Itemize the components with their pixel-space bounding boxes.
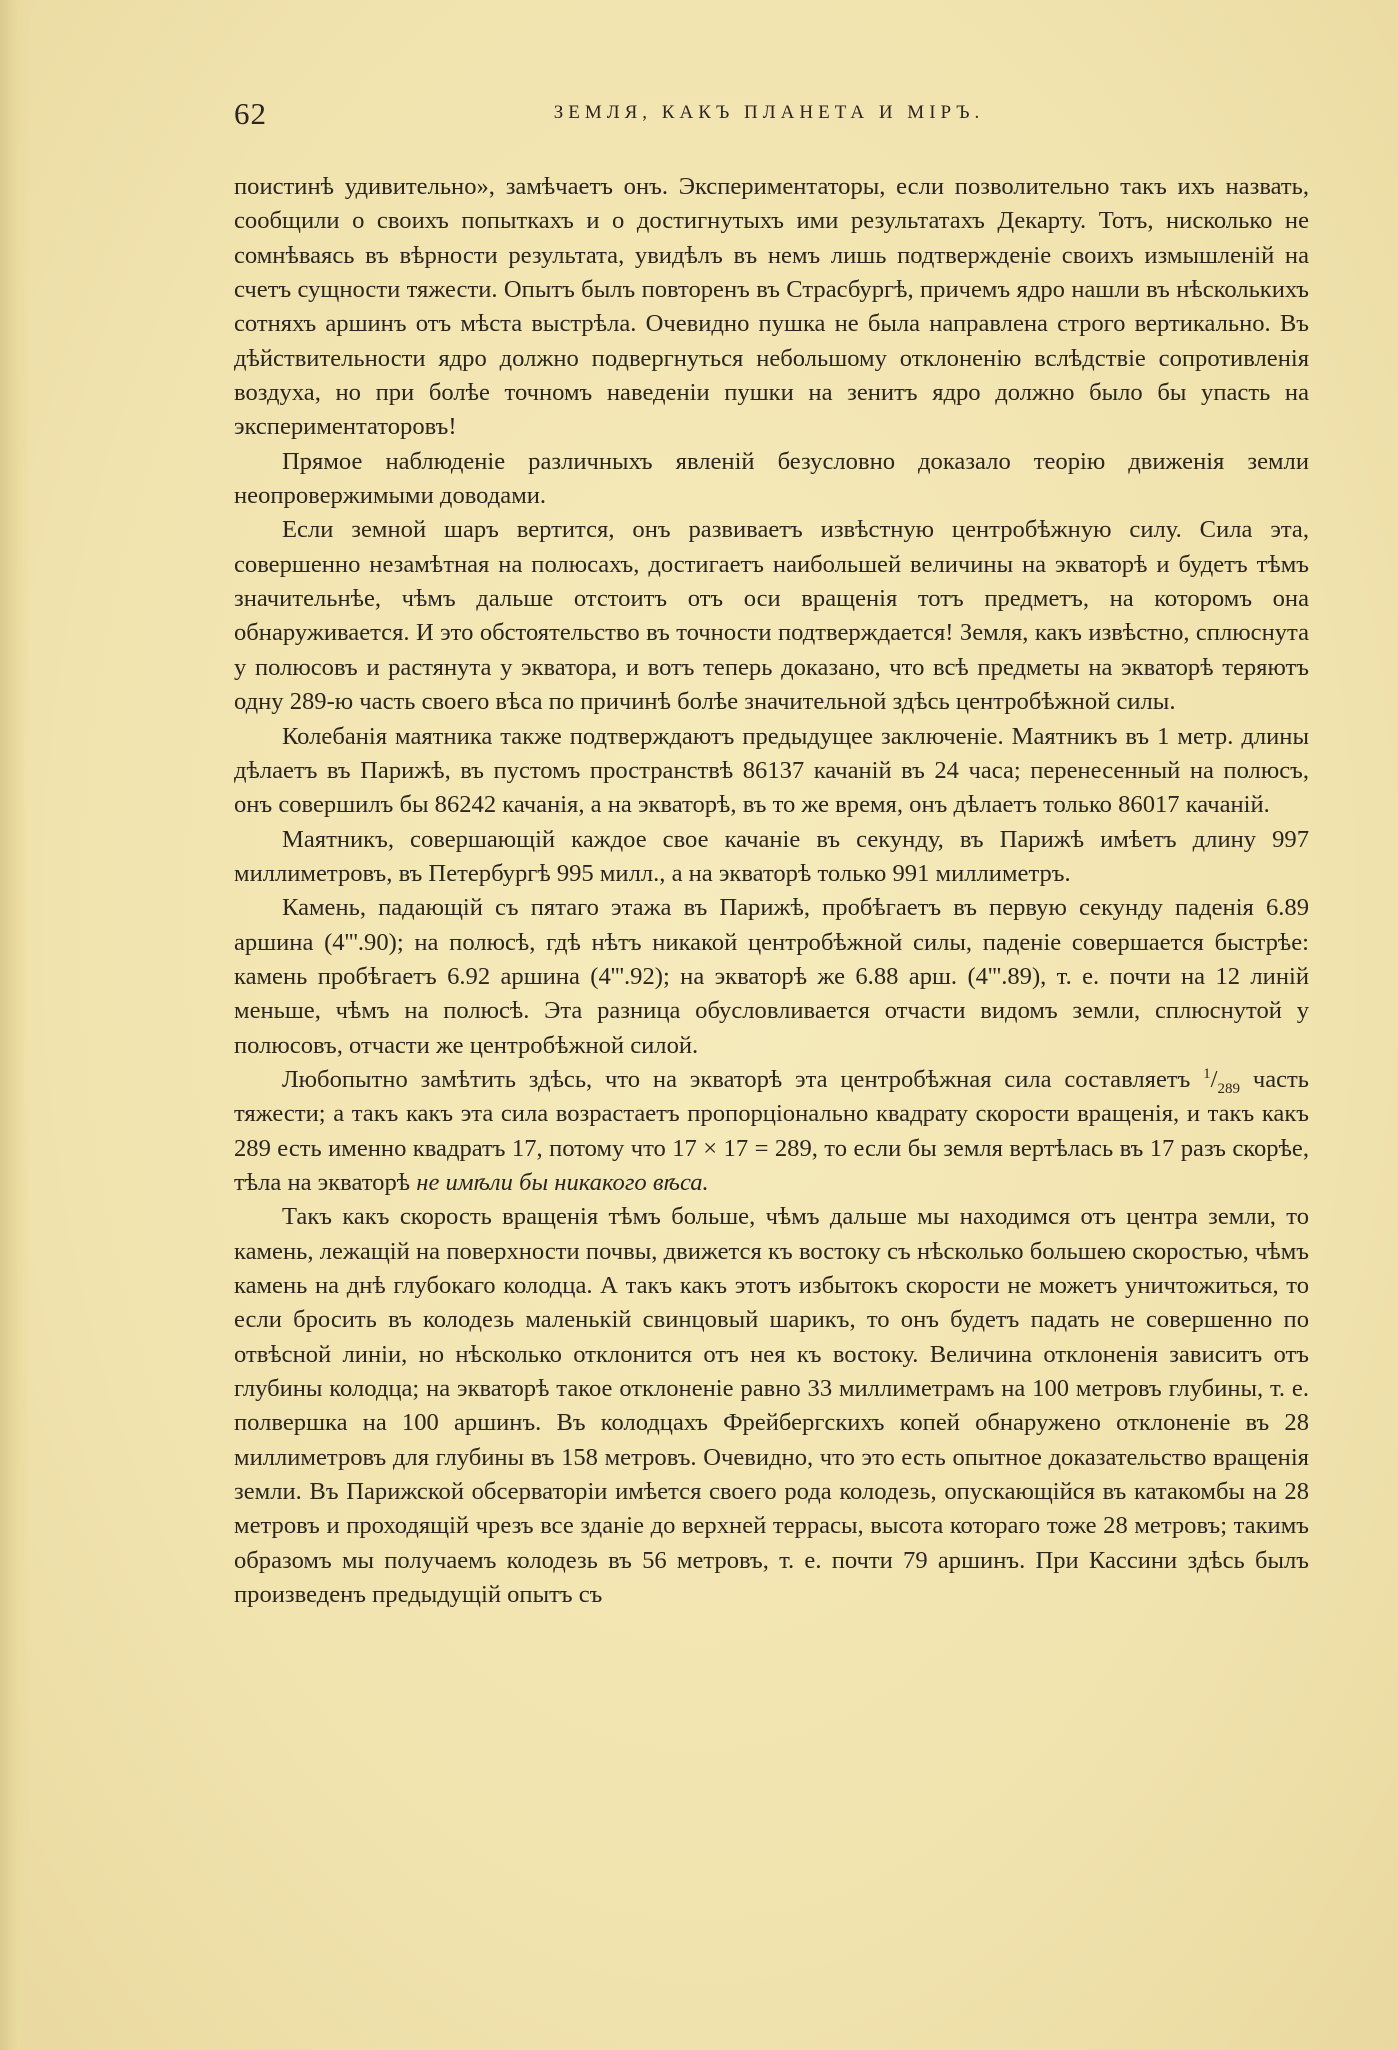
text-run: Любопытно замѣтить здѣсь, что на экваторѣ эта центробѣжная сила составляетъ bbox=[282, 1065, 1191, 1093]
fraction-numerator: 1 bbox=[1203, 1065, 1211, 1082]
italic-phrase: не имѣли бы никакого вѣса. bbox=[416, 1168, 709, 1196]
paragraph-continuation: поистинѣ удивительно», замѣчаетъ онъ. Экспериментаторы, если позволительно такъ ихъ назвать, сообщили о своихъ попыткахъ и о достигнутыхъ ими результатахъ Декарту. Тотъ, нисколько не сомнѣваясь въ вѣрности результата, увидѣлъ въ немъ лишь подтвержденіе своихъ измышленій на счетъ сущности тяжести. Опытъ былъ повторенъ въ Страсбургѣ, причемъ ядро нашли въ нѣсколькихъ сотняхъ аршинъ отъ мѣста выстрѣла. Очевидно пушка не была направлена строго вертикально. Въ дѣйствительности ядро должно подвергнуться небольшому отклоненію вслѣдствіе сопротивленія воздуха, но при болѣе точномъ наведеніи пушки на зенитъ ядро должно было бы упасть на экспериментаторовъ! bbox=[234, 173, 1309, 441]
paragraph: Такъ какъ скорость вращенія тѣмъ больше, чѣмъ дальше мы находимся отъ центра земли, то камень, лежащій на поверхности почвы, движется къ востоку съ нѣсколько большею скоростью, чѣмъ камень на днѣ глубокаго колодца. А такъ какъ этотъ избытокъ скорости не можетъ уничтожиться, то если бросить въ колодезь маленькій свинцовый шарикъ, то онъ будетъ падать не совершенно по отвѣсной линіи, но нѣсколько отклонится отъ нея къ востоку. Величина отклоненія зависитъ отъ глубины колодца; на экваторѣ такое отклоненіе равно 33 миллиметрамъ на 100 метровъ глубины, т. е. полвершка на 100 аршинъ. Въ колодцахъ Фрейбергскихъ копей обнаружено отклоненіе въ 28 миллиметровъ для глубины въ 158 метровъ. Очевидно, что это есть опытное доказательство вращенія земли. Въ Парижской обсерваторіи имѣется своего рода колодезь, опускающійся въ катакомбы на 28 метровъ и проходящій чрезъ все зданіе до верхней террасы, высота котораго тоже 28 метровъ; такимъ образомъ мы получаемъ колодезь въ 56 метровъ, т. е. почти 79 аршинъ. При Кассини здѣсь былъ произведенъ предыдущій опытъ съ bbox=[234, 1203, 1309, 1609]
binding-edge bbox=[0, 0, 30, 2050]
page-number: 62 bbox=[234, 96, 267, 131]
paragraph: Если земной шаръ вертится, онъ развиваетъ извѣстную центробѣжную силу. Сила эта, совершенно незамѣтная на полюсахъ, достигаетъ наибольшей величины на экваторѣ и будетъ тѣмъ значительнѣе, чѣмъ дальше отстоитъ отъ оси вращенія тотъ предметъ, на которомъ она обнаруживается. И это обстоятельство въ точности подтверждается! Земля, какъ извѣстно, сплюснута у полюсовъ и растянута у экватора, и вотъ теперь доказано, что всѣ предметы на экваторѣ теряютъ одну 289-ю часть своего вѣса по причинѣ болѣе значительной здѣсь центробѣжной силы. bbox=[234, 516, 1309, 716]
paragraph: Камень, падающій съ пятаго этажа въ Парижѣ, пробѣгаетъ въ первую секунду паденія 6.89 аршина (4'''.90); на полюсѣ, гдѣ нѣтъ никакой центробѣжной силы, паденіе совершается быстрѣе: камень пробѣгаетъ 6.92 аршина (4'''.92); на экваторѣ же 6.88 арш. (4'''.89), т. е. почти на 12 линій меньше, чѣмъ на полюсѣ. Эта разница обусловливается отчасти видомъ земли, сплюснутой у полюсовъ, отчасти же центробѣжной силой. bbox=[234, 894, 1309, 1059]
fraction: $^1/_{289}$ bbox=[1203, 1065, 1241, 1097]
paragraph: Маятникъ, совершающій каждое свое качаніе въ секунду, въ Парижѣ имѣетъ длину 997 миллиметровъ, въ Петербургѣ 995 милл., а на экваторѣ только 991 миллиметръ. bbox=[234, 825, 1309, 887]
body-text bbox=[234, 170, 1309, 1612]
running-title: ЗЕМЛЯ, КАКЪ ПЛАНЕТА И МІРЪ. bbox=[553, 102, 985, 123]
paragraph-with-fraction bbox=[234, 1063, 1309, 1200]
paragraph: Колебанія маятника также подтверждаютъ предыдущее заключеніе. Маятникъ въ 1 метр. длины дѣлаетъ въ Парижѣ, въ пустомъ пространствѣ 86137 качаній въ 24 часа; перенесенный на полюсъ, онъ совершилъ бы 86242 качанія, а на экваторѣ, въ то же время, онъ дѣлаетъ только 86017 качаній. bbox=[234, 722, 1309, 819]
text-run: часть тяжести; а такъ какъ эта сила возрастаетъ пропорціонально квадрату скорости вращенія, и такъ какъ 289 есть именно квадратъ 17, потому что 17 × 17 = 289, то если бы земля вертѣлась въ 17 разъ скорѣе, тѣла на экваторѣ bbox=[234, 1065, 1309, 1196]
paragraph: Прямое наблюденіе различныхъ явленій безусловно доказало теорію движенія земли неопровержимыми доводами. bbox=[234, 447, 1309, 510]
fraction-denominator: 289 bbox=[1217, 1080, 1241, 1097]
page-header bbox=[234, 96, 1304, 136]
